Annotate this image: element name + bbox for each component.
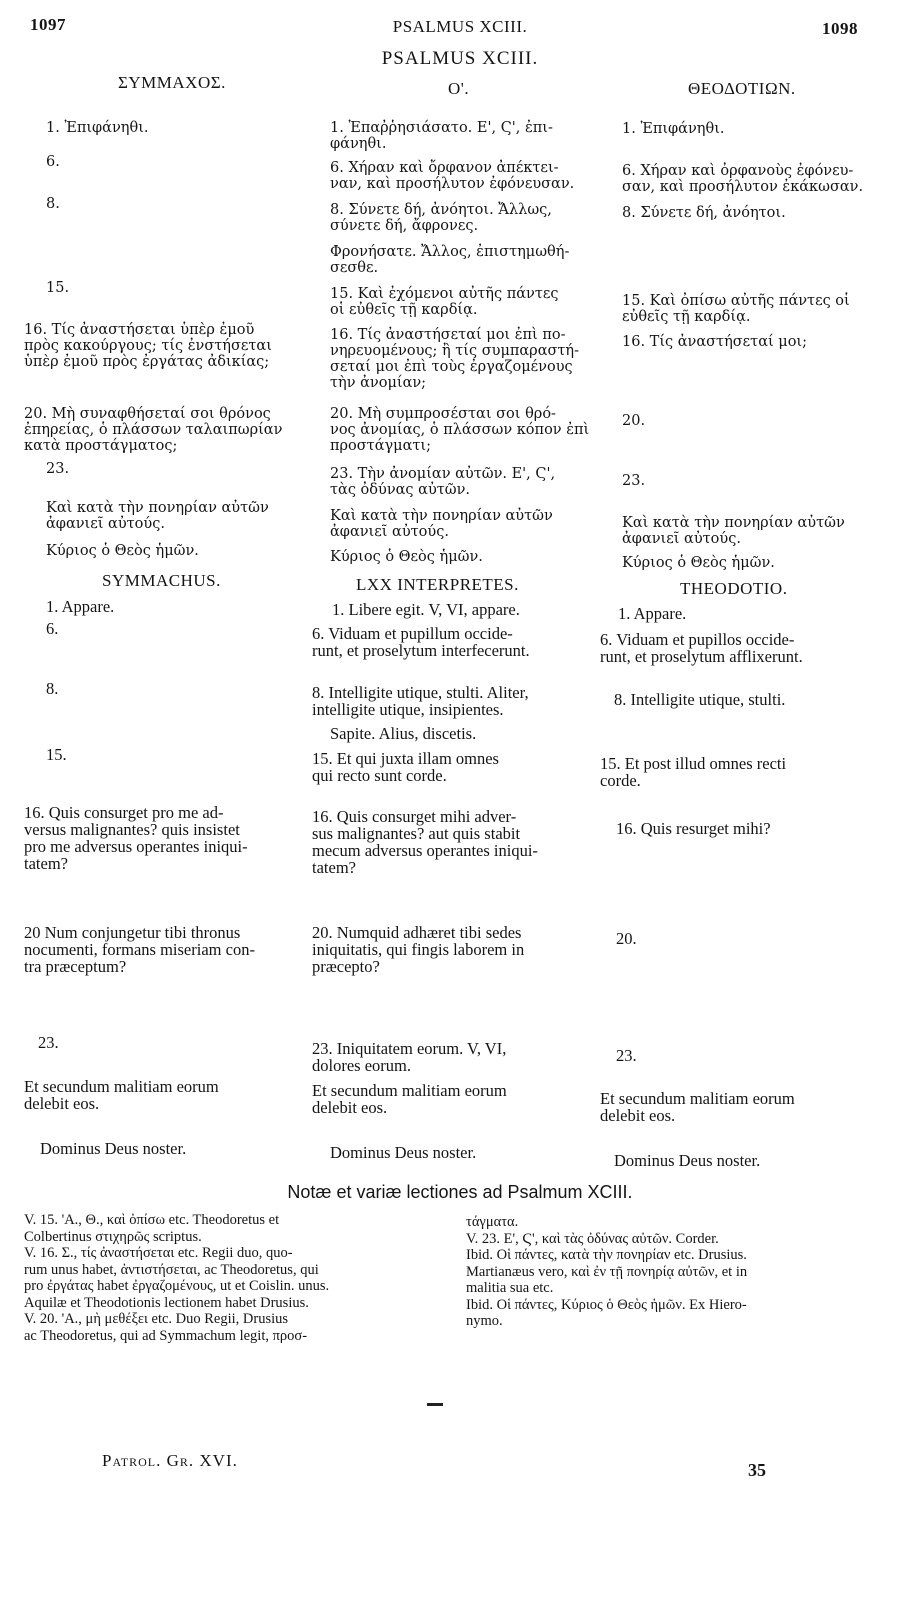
greek-lxx-v15: 15. Καὶ ἐχόμενοι αὐτῆς πάντες οἱ εὐθεῖς τῇ καρδίᾳ. xyxy=(330,286,559,318)
latin-theo-v16: 16. Quis resurget mihi? xyxy=(616,819,771,838)
latin-lxx-v16: 16. Quis consurget mihi adver- sus malignantes? aut quis stabit mecum adversus operantes iniqui- tatem? xyxy=(312,807,538,877)
latin-lxx-v23c: Dominus Deus noster. xyxy=(330,1143,477,1162)
greek-theo-v16: 16. Τίς ἀναστήσεταί μοι; xyxy=(622,334,808,350)
latin-lxx-v8: 8. Intelligite utique, stulti. Aliter, intelligite utique, insipientes. xyxy=(312,683,529,719)
latin-theo-v23c: Dominus Deus noster. xyxy=(614,1151,761,1170)
latin-heading-theodotion: THEODOTIO. xyxy=(680,579,788,598)
greek-lxx-v20: 20. Μὴ συμπροσέσται σοι θρό- νος ἀνομίας, ὁ πλάσσων κόπον ἐπὶ προστάγματι; xyxy=(330,406,590,454)
latin-lxx-v15: 15. Et qui juxta illam omnes qui recto sunt corde. xyxy=(312,749,499,785)
greek-theo-v8: 8. Σύνετε δή, ἀνόητοι. xyxy=(622,205,786,221)
greek-lxx-v6: 6. Χήραν καὶ ὄρφανον ἀπέκτει- ναν, καὶ προσήλυτον ἐφόνευσαν. xyxy=(330,160,575,192)
greek-theo-v20: 20. xyxy=(622,413,646,429)
notes-heading: Notæ et variæ lectiones ad Psalmum XCIII. xyxy=(287,1182,633,1202)
latin-sym-v16: 16. Quis consurget pro me ad- versus malignantes? quis insistet pro me adversus operantes iniqui- tatem? xyxy=(24,803,248,873)
greek-theo-v23c: Κύριος ὁ Θεὸς ἡμῶν. xyxy=(622,555,775,571)
greek-lxx-v8b: Φρονήσατε. Ἄλλος, ἐπιστημωθή- σεσθε. xyxy=(330,244,570,276)
latin-sym-v15: 15. xyxy=(46,745,67,764)
latin-lxx-v6: 6. Viduam et pupillum occide- runt, et proselytum interfecerunt. xyxy=(312,624,530,660)
greek-sym-v23: 23. xyxy=(46,461,70,477)
latin-sym-v23: 23. xyxy=(38,1033,59,1052)
latin-theo-v15: 15. Et post illud omnes recti corde. xyxy=(600,754,787,790)
greek-heading-theodotion: ΘΕΟΔΟΤΙΩΝ. xyxy=(688,79,796,98)
greek-theo-v1: 1. Ἐπιφάνηθι. xyxy=(622,121,725,137)
latin-sym-v6: 6. xyxy=(46,619,59,638)
greek-heading-lxx: Ο'. xyxy=(448,79,470,98)
latin-lxx-v23: 23. Iniquitatem eorum. V, VI, dolores eorum. xyxy=(312,1039,507,1075)
greek-lxx-v8: 8. Σύνετε δή, ἀνόητοι. Ἄλλως, σύνετε δή, ἄφρονες. xyxy=(330,202,552,234)
latin-theo-v6: 6. Viduam et pupillos occide- runt, et proselytum afflixerunt. xyxy=(600,630,803,666)
latin-sym-v23b: Et secundum malitiam eorum delebit eos. xyxy=(24,1077,219,1113)
greek-sym-v20: 20. Μὴ συναφθήσεταί σοι θρόνος ἐπηρείας, ὁ πλάσσων ταλαιπωρίαν κατὰ προστάγματος; xyxy=(24,406,283,454)
greek-sym-v6: 6. xyxy=(46,154,60,170)
greek-lxx-v23c: Κύριος ὁ Θεὸς ἡμῶν. xyxy=(330,549,483,565)
running-title: PSALMUS XCIII. xyxy=(392,17,528,36)
latin-heading-lxx: LXX INTERPRETES. xyxy=(356,575,519,594)
latin-sym-v8: 8. xyxy=(46,679,59,698)
greek-heading-symmachus: ΣΥΜΜΑΧΟΣ. xyxy=(118,73,226,92)
notes-left-column: V. 15. 'Α., Θ., καὶ ὀπίσω etc. Theodoretus et Colbertinus στιχηρῶς scriptus. V. 16. Σ., τίς ἀναστήσεται etc. Regii duo, quo- rum unus habet, ἀντιστήσεται, ac Theodoretus, qui pro ἐργάτας habet ἐργαζομένους, ut et Coislin. unus. Aquilæ et Theodotionis lectionem habet Drusius. V. 20. 'Α., μὴ μεθέξει etc. Duo Regii, Drusius ac Theodoretus, qui ad Symmachum legit, προσ- xyxy=(24,1212,330,1344)
latin-lxx-v8b: Sapite. Alius, discetis. xyxy=(330,724,477,743)
page-number-right: 1098 xyxy=(822,19,858,38)
latin-theo-v23b: Et secundum malitiam eorum delebit eos. xyxy=(600,1089,795,1125)
latin-theo-v23: 23. xyxy=(616,1046,637,1065)
greek-theo-v15: 15. Καὶ ὀπίσω αὐτῆς πάντες οἱ εὐθεῖς τῇ καρδίᾳ. xyxy=(622,293,850,325)
greek-theo-v6: 6. Χήραν καὶ ὀρφανοὺς ἐφόνευ- σαν, καὶ προσήλυτον ἐκάκωσαν. xyxy=(622,163,864,195)
greek-lxx-v23b: Καὶ κατὰ τὴν πονηρίαν αὐτῶν ἀφανιεῖ αὐτούς. xyxy=(330,508,553,540)
latin-sym-v23c: Dominus Deus noster. xyxy=(40,1139,187,1158)
latin-lxx-v1: 1. Libere egit. V, VI, appare. xyxy=(332,600,520,619)
greek-lxx-v23: 23. Τὴν ἀνομίαν αὐτῶν. Ε', Ϛ', τὰς ὀδύνας αὐτῶν. xyxy=(330,466,556,498)
greek-lxx-v16: 16. Τίς ἀναστήσεταί μοι ἐπὶ πο- νηρευομένους; ἢ τίς συμπαραστή- σεταί μοι ἐπὶ τοὺς ἐργαζομένους τὴν ἀνομίαν; xyxy=(330,327,580,391)
greek-sym-v8: 8. xyxy=(46,196,60,212)
greek-lxx-v1: 1. Ἐπαῤῥησιάσατο. Ε', Ϛ', ἐπι- φάνηθι. xyxy=(330,120,553,152)
footer-signature: 35 xyxy=(748,1460,766,1480)
latin-theo-v1: 1. Appare. xyxy=(618,604,687,623)
separator-dash xyxy=(427,1403,443,1406)
latin-sym-v20: 20 Num conjungetur tibi thronus nocumenti, formans miseriam con- tra præceptum? xyxy=(24,923,255,976)
latin-theo-v20: 20. xyxy=(616,929,637,948)
notes-right-column: τάγματα. V. 23. Ε', Ϛ', καὶ τὰς ὀδύνας αὐτῶν. Corder. Ibid. Οἱ πάντες, κατὰ τὴν πονηρίαν etc. Drusius. Martianæus vero, καὶ ἐν τῇ πονηρίᾳ αὐτῶν, et in malitia sua etc. Ibid. Οἱ πάντες, Κύριος ὁ Θεὸς ἡμῶν. Ex Hiero- nymo. xyxy=(466,1214,748,1329)
latin-lxx-v23b: Et secundum malitiam eorum delebit eos. xyxy=(312,1081,507,1117)
latin-sym-v1: 1. Appare. xyxy=(46,597,115,616)
greek-sym-v23b: Καὶ κατὰ τὴν πονηρίαν αὐτῶν ἀφανιεῖ αὐτούς. xyxy=(46,500,269,532)
latin-heading-symmachus: SYMMACHUS. xyxy=(102,571,221,590)
psalm-title: PSALMUS XCIII. xyxy=(381,48,539,69)
greek-sym-v15: 15. xyxy=(46,280,70,296)
page-number-left: 1097 xyxy=(30,15,66,34)
greek-sym-v23c: Κύριος ὁ Θεὸς ἡμῶν. xyxy=(46,543,199,559)
greek-sym-v16: 16. Τίς ἀναστήσεται ὑπὲρ ἐμοῦ πρὸς κακούργους; τίς ἐνστήσεται ὑπὲρ ἐμοῦ πρὸς ἐργάτας ἀδικίας; xyxy=(24,322,272,370)
latin-lxx-v20: 20. Numquid adhæret tibi sedes iniquitatis, qui fingis laborem in præcepto? xyxy=(312,923,525,976)
footer-volume: Patrol. Gr. XVI. xyxy=(102,1451,238,1470)
greek-theo-v23: 23. xyxy=(622,473,646,489)
greek-sym-v1: 1. Ἐπιφάνηθι. xyxy=(46,120,149,136)
latin-theo-v8: 8. Intelligite utique, stulti. xyxy=(614,690,786,709)
greek-theo-v23b: Καὶ κατὰ τὴν πονηρίαν αὐτῶν ἀφανιεῖ αὐτούς. xyxy=(622,515,845,547)
